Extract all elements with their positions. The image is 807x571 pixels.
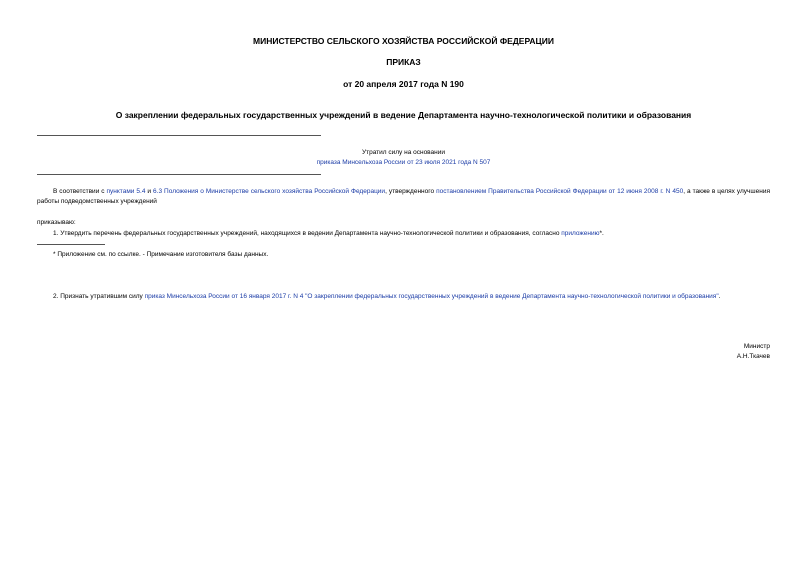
document-date-number: от 20 апреля 2017 года N 190 (343, 79, 464, 89)
signatory-name: А.Н.Ткачев (736, 353, 770, 360)
item-2-paragraph (37, 292, 770, 302)
item-1-suffix: *. (599, 230, 604, 237)
footnote-divider (37, 244, 105, 245)
clauses-link[interactable]: пунктами 5.4 (106, 188, 146, 195)
preamble-text-2: и (145, 188, 154, 195)
preamble-text-3: , утвержденного (385, 188, 437, 195)
signatory-position: Министр (743, 343, 770, 350)
divider-bottom (37, 174, 321, 175)
appendix-link[interactable]: приложению (561, 230, 600, 237)
repeal-order-link[interactable]: приказа Минсельхоза России от 23 июля 2021 года N 507 (316, 159, 491, 166)
item-1-text: 1. Утвердить перечень федеральных государственных учреждений, находящихся в ведении Департамента научно-технологической политики и образования, согласно (53, 230, 562, 237)
footnote-paragraph (37, 250, 770, 260)
status-note-link-row (0, 158, 807, 167)
preamble-text-1: В соответствии с (53, 188, 107, 195)
item-2-text: 2. Признать утратившим силу (53, 293, 145, 300)
ministry-regulation-link[interactable]: 6.3 Положения о Министерстве сельского хозяйства Российской Федерации (153, 188, 386, 195)
ministry-heading: МИНИСТЕРСТВО СЕЛЬСКОГО ХОЗЯЙСТВА РОССИЙСКОЙ ФЕДЕРАЦИИ (253, 36, 554, 46)
preamble-text-4: , а также в целях улучшения работы подведомственных учреждений (37, 188, 771, 205)
government-decree-link[interactable]: постановлением Правительства Российской Федерации от 12 июня 2008 г. N 450 (436, 188, 684, 195)
preamble-paragraph (37, 187, 770, 206)
order-word: приказываю: (37, 219, 76, 226)
repealed-order-link[interactable]: приказ Минсельхоза России от 16 января 2017 г. N 4 "О закреплении федеральных государственных учреждений в ведение Департамента научно-технологической политики и образования" (144, 293, 719, 300)
item-2-suffix: . (718, 293, 721, 300)
item-1-paragraph (37, 229, 770, 239)
divider-top (37, 135, 321, 136)
document-type: ПРИКАЗ (386, 57, 421, 67)
document-title: О закреплении федеральных государственных учреждений в ведение Департамента научно-технологической политики и образования (115, 110, 692, 120)
signature-block (737, 342, 770, 362)
footnote-text: * Приложение см. по ссылке. - Примечание изготовителя базы данных. (53, 251, 269, 258)
status-note-text: Утратил силу на основании (361, 149, 446, 156)
